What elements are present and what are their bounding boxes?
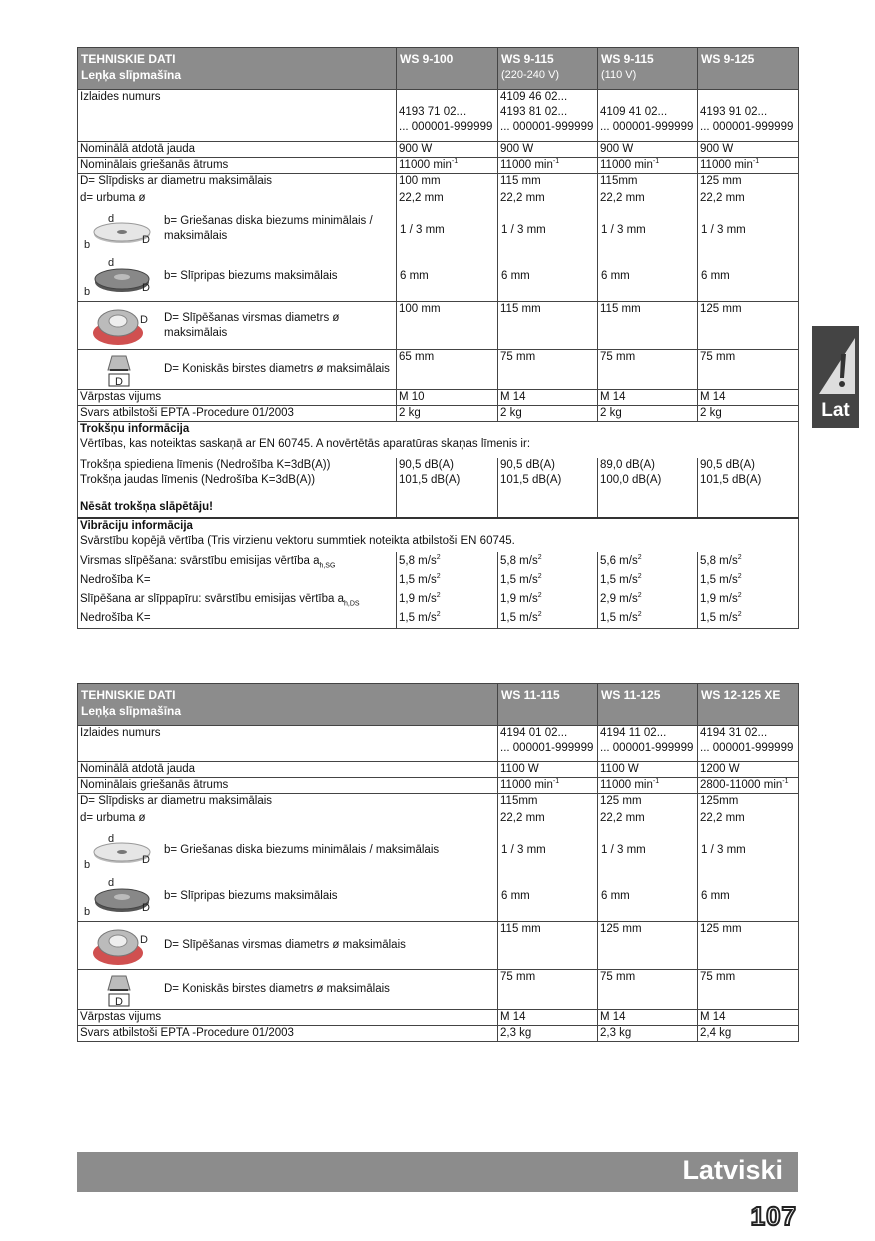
row-sanding-pad: D D= Slīpēšanas virsmas diametrs ø maksimālais 100 mm 115 mm 115 mm 125 mm: [78, 302, 799, 350]
noise-title: Trokšņu informācija: [80, 423, 190, 435]
noise-intro: Vērtības, kas noteiktas saskaņā ar EN 60745. A novērtētās aparatūras skaņas līmenis ir:: [80, 438, 531, 450]
row-izlaides: Izlaides numurs 4193 71 02... ... 000001-999999 4109 46 02... 4193 81 02... ... 000001-999999 4109 41 02... ... 000001-999999 4193 91 02... ... 000001-999999: [78, 90, 799, 142]
row-disc-specs: D= Slīpdisks ar diametru maksimālais d= urbuma ø d b D b= Griešanas diska biezums minimālais / maksimālais d b D b= Slīpripas biezums maksimālais 100 mm 22,2 mm 1 / 3 mm 6 mm 115 mm 22,2 mm 1 / 3 mm 6 mm 115mm 22,2 mm 1 / 3 mm 6 mm 125 mm 22,2 mm 1 / 3 mm 6 mm: [78, 174, 799, 302]
svg-text:D: D: [115, 376, 123, 388]
model-header: WS 11-125: [598, 684, 698, 726]
sanding-pad-icon: [92, 305, 152, 350]
row-atrums: Nominālais griešanās ātrums 11000 $\min^{-1}$ 11000 $\min^{-1}$ 2800-11000 $\min^{-1}$: [78, 778, 799, 794]
row-izlaides: Izlaides numurs 4194 01 02... ... 000001-999999 4194 11 02... ... 000001-999999 4194 31 02... ... 000001-999999: [78, 726, 799, 762]
table-header-title: [78, 684, 498, 726]
svg-text:d: d: [108, 257, 115, 269]
row-varpstas: Vārpstas vijums M 10 M 14 M 14 M 14: [78, 390, 799, 406]
svg-text:d: d: [108, 833, 115, 845]
model-header: WS 9-115 (220-240 V): [498, 48, 598, 90]
warning-triangle-icon: [815, 332, 857, 398]
cutting-disc-icon: [82, 830, 154, 870]
grinding-disc-icon: [82, 875, 154, 917]
grinding-disc-icon: [82, 255, 154, 297]
svg-text:D: D: [140, 314, 148, 326]
header-subtitle: Leņķa slīpmašīna: [81, 68, 182, 82]
row-jauda: Nominālā atdotā jauda 1100 W 1100 W 1200 W: [78, 762, 799, 778]
svg-text:D: D: [142, 282, 150, 294]
svg-text:D: D: [140, 934, 148, 946]
header-title: TEHNISKIE DATI: [81, 52, 176, 66]
row-wire-brush: D D= Koniskās birstes diametrs ø maksimālais 75 mm 75 mm 75 mm: [78, 970, 799, 1010]
svg-text:d: d: [108, 213, 115, 225]
cutting-disc-icon: [82, 210, 154, 250]
page-number: 107: [750, 1201, 797, 1231]
vibration-title: Vibrāciju informācija: [80, 519, 193, 532]
svg-text:D: D: [142, 234, 150, 246]
row-jauda: Nominālā atdotā jauda 900 W 900 W 900 W 900 W: [78, 142, 799, 158]
model-header: WS 11-115: [498, 684, 598, 726]
vibration-values: Virsmas slīpēšana: svārstību emisijas vērtība $a_{h,SG}$ Nedrošība K= Slīpēšana ar slīppapīru: svārstību emisijas vērtība $a_{h,DS}$ Nedrošība K= 5,8 $m/s^2$ 1,5 $m/s^2$ 1,9 $m/s^2$ 1,5 $m/s^2$ 5,8 $m/s^2$ 1,5 $m/s^2$ 1,9 $m/s^2$ 1,5 $m/s^2$ 5,6 $m/s^2$ 1,5 $m/s^2$ 2,9 $m/s^2$ 1,5 $m/s^2$ 5,8 $m/s^2$ 1,5 $m/s^2$ 1,9 $m/s^2$ 1,5 $m/s^2$: [78, 552, 799, 629]
tech-data-table-2: [77, 683, 799, 1042]
table-header-title: [78, 48, 397, 90]
row-svars: Svars atbilstoši EPTA -Procedure 01/2003 2 kg 2 kg 2 kg 2 kg: [78, 406, 799, 422]
row-disc-specs: D= Slīpdisks ar diametru maksimālais d= urbuma ø d b D b= Griešanas diska biezums minimālais / maksimālais d b D b= Slīpripas biezums maksimālais 115mm 22,2 mm 1 / 3 mm 6 mm 125 mm 22,2 mm 1 / 3 mm 6 mm 125mm 22,2 mm 1 / 3 mm 6 mm: [78, 794, 799, 922]
row-sanding-pad: D D= Slīpēšanas virsmas diametrs ø maksimālais 115 mm 125 mm 125 mm: [78, 922, 799, 970]
language-tab-label: Lat: [821, 400, 850, 421]
row-atrums: Nominālais griešanās ātrums 11000 $\min^{-1}$ 11000 $\min^{-1}$ 11000 $\min^{-1}$ 11000 $\min^{-1}$: [78, 158, 799, 174]
vibration-intro: Svārstību kopējā vērtība (Tris virzienu vektoru summtiek noteikta atbilstoši EN 60745.: [80, 534, 515, 547]
header-title: TEHNISKIE DATI: [81, 688, 176, 702]
tech-data-table-1: [77, 47, 799, 629]
model-header: WS 9-100: [397, 48, 498, 90]
model-header: WS 9-115 (110 V): [598, 48, 698, 90]
noise-values: Trokšņa spiediena līmenis (Nedrošība K=3dB(A)) Trokšņa jaudas līmenis (Nedrošība K=3dB(A)) Nēsāt trokšņa slāpētāju! 90,5 dB(A) 101,5 dB(A) 90,5 dB(A) 101,5 dB(A) 89,0 dB(A) 100,0 dB(A) 90,5 dB(A) 101,5 dB(A): [78, 458, 799, 518]
noise-warning: Nēsāt trokšņa slāpētāju!: [80, 500, 213, 513]
language-footer-label: Latviski: [682, 1155, 783, 1185]
svg-text:D: D: [115, 996, 123, 1008]
row-wire-brush: D D= Koniskās birstes diametrs ø maksimālais 65 mm 75 mm 75 mm 75 mm: [78, 350, 799, 390]
sanding-pad-icon: [92, 925, 152, 970]
vibration-section-header: [78, 518, 799, 552]
svg-text:b: b: [84, 859, 91, 870]
row-varpstas: Vārpstas vijums M 14 M 14 M 14: [78, 1010, 799, 1026]
model-header: WS 12-125 XE: [698, 684, 799, 726]
svg-text:d: d: [108, 877, 115, 889]
svg-text:b: b: [84, 239, 91, 250]
wire-brush-icon: [104, 972, 134, 1010]
svg-text:b: b: [84, 286, 91, 297]
svg-text:D: D: [142, 902, 150, 914]
wire-brush-icon: [104, 352, 134, 390]
header-subtitle: Leņķa slīpmašīna: [81, 704, 182, 718]
svg-text:D: D: [142, 854, 150, 866]
noise-section-header: [78, 422, 799, 458]
svg-text:b: b: [84, 906, 91, 917]
row-svars: Svars atbilstoši EPTA -Procedure 01/2003 2,3 kg 2,3 kg 2,4 kg: [78, 1026, 799, 1042]
model-header: WS 9-125: [698, 48, 799, 90]
